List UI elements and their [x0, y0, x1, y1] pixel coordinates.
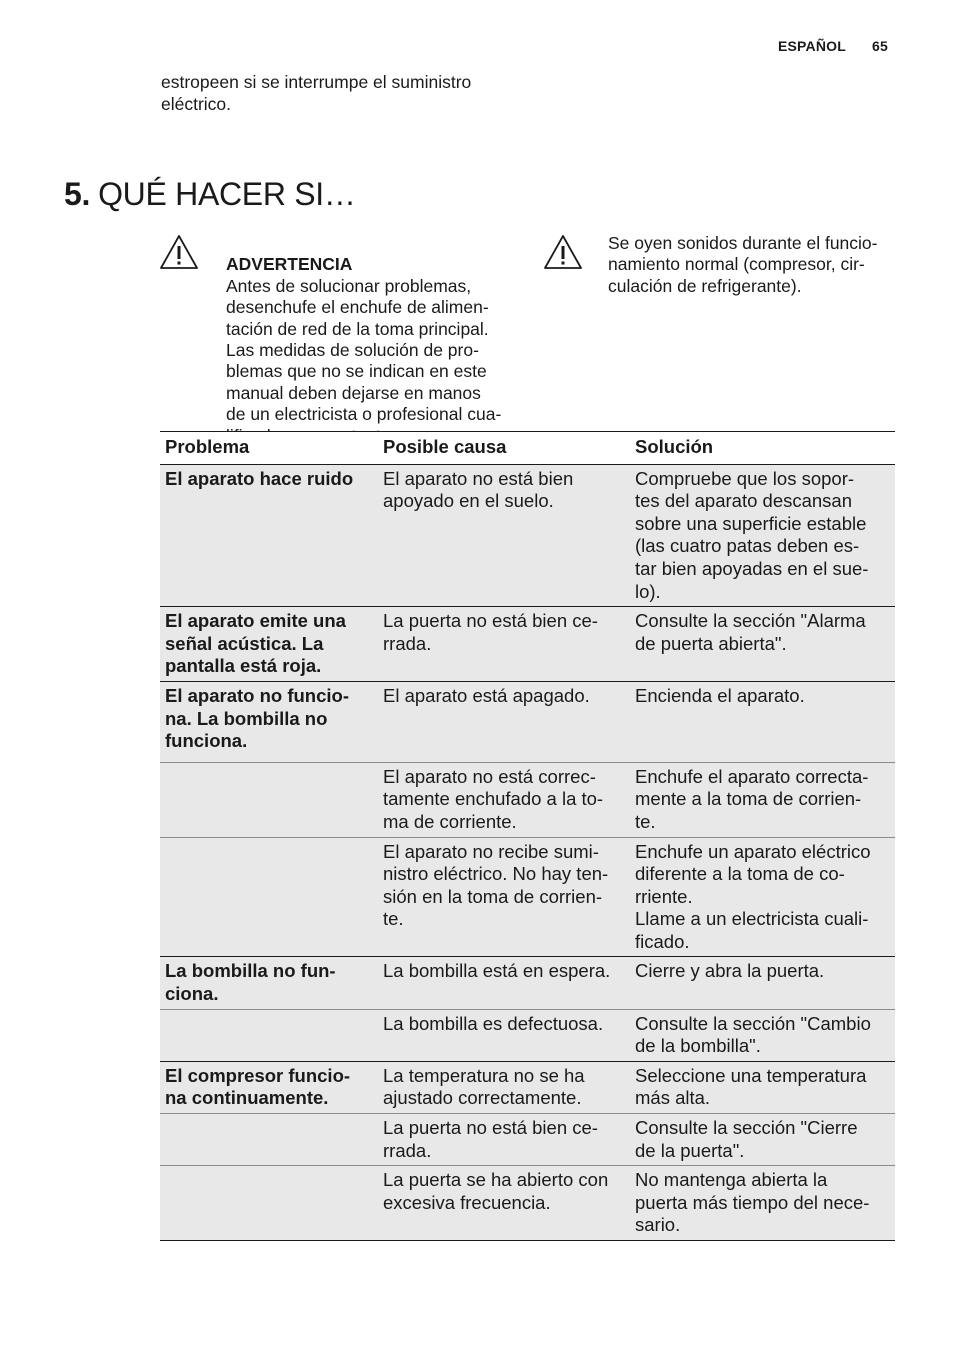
- solution-cell: Consulte la sección "Alarma de puerta abierta".: [630, 607, 895, 682]
- table-row: [160, 762, 895, 837]
- table-row: [160, 957, 895, 1009]
- table-row: [160, 1061, 895, 1113]
- chapter-number: 5.: [64, 176, 91, 212]
- cause-cell: El aparato está apagado.: [378, 681, 630, 762]
- solution-cell: Consulte la sección "Cierre de la puerta".: [630, 1114, 895, 1166]
- cause-cell: El aparato no está correc- tamente enchufado a la to- ma de corriente.: [378, 762, 630, 837]
- header-problem: Problema: [160, 432, 378, 465]
- problem-cell: [160, 837, 378, 957]
- troubleshooting-table: [160, 431, 895, 1241]
- warning-heading: ADVERTENCIA: [226, 254, 353, 275]
- intro-text: estropeen si se interrumpe el suministro eléctrico.: [161, 72, 472, 114]
- solution-cell: No mantenga abierta la puerta más tiempo del nece- sario.: [630, 1166, 895, 1241]
- cause-cell: La temperatura no se ha ajustado correctamente.: [378, 1061, 630, 1113]
- solution-cell: Seleccione una temperatura más alta.: [630, 1061, 895, 1113]
- cause-cell: La puerta se ha abierto con excesiva frecuencia.: [378, 1166, 630, 1241]
- page-number: 65: [872, 38, 888, 54]
- chapter-title: [64, 173, 356, 215]
- cause-cell: El aparato no recibe sumi- nistro eléctrico. No hay ten- sión en la toma de corrien- te.: [378, 837, 630, 957]
- header-solution: Solución: [630, 432, 895, 465]
- solution-cell: Cierre y abra la puerta.: [630, 957, 895, 1009]
- table-row: [160, 1009, 895, 1061]
- cause-cell: El aparato no está bien apoyado en el suelo.: [378, 464, 630, 607]
- table-row: [160, 464, 895, 607]
- problem-cell: [160, 1166, 378, 1241]
- problem-cell: El aparato emite una señal acústica. La pantalla está roja.: [160, 607, 378, 682]
- warning-left: [226, 233, 526, 447]
- problem-cell: El compresor funcio- na continuamente.: [160, 1061, 378, 1113]
- header-cause: Posible causa: [378, 432, 630, 465]
- section-label: ESPAÑOL: [777, 38, 847, 54]
- table-row: [160, 837, 895, 957]
- problem-cell: El aparato no funcio- na. La bombilla no funciona.: [160, 681, 378, 762]
- problem-cell: [160, 1114, 378, 1166]
- cause-cell: La bombilla está en espera.: [378, 957, 630, 1009]
- chapter-title-text: QUÉ HACER SI…: [98, 176, 356, 212]
- solution-cell: Encienda el aparato.: [630, 681, 895, 762]
- warning-right-text: Se oyen sonidos durante el funcio- namiento normal (compresor, cir- culación de refrigerante).: [608, 233, 878, 296]
- table-row: [160, 1114, 895, 1166]
- table-header-row: [160, 432, 895, 465]
- table-row: [160, 1166, 895, 1241]
- page-header: [778, 38, 888, 54]
- solution-cell: Enchufe un aparato eléctrico diferente a la toma de co- rriente. Llame a un electricista cuali- ficado.: [630, 837, 895, 957]
- cause-cell: La puerta no está bien ce- rrada.: [378, 1114, 630, 1166]
- warning-left-text: Antes de solucionar problemas, desenchufe el enchufe de alimen- tación de red de la toma principal. Las medidas de solución de pro- blemas que no se indican en este manual deben dejarse en manos de un electricista o profesional cua-: [226, 275, 502, 425]
- table-row: [160, 607, 895, 682]
- problem-cell: El aparato hace ruido: [160, 464, 378, 607]
- solution-cell: Enchufe el aparato correcta- mente a la toma de corrien- te.: [630, 762, 895, 837]
- problem-cell: [160, 762, 378, 837]
- solution-cell: Consulte la sección "Cambio de la bombilla".: [630, 1009, 895, 1061]
- problem-cell: [160, 1009, 378, 1061]
- warning-triangle-icon: [159, 234, 199, 270]
- cause-cell: La bombilla es defectuosa.: [378, 1009, 630, 1061]
- table-row: [160, 681, 895, 762]
- warning-triangle-icon: [543, 234, 583, 270]
- problem-cell: La bombilla no fun- ciona.: [160, 957, 378, 1009]
- solution-cell: Compruebe que los sopor- tes del aparato descansan sobre una superficie estable (las cuatro patas deben es- tar bien apoyadas en el sue- lo).: [630, 464, 895, 607]
- cause-cell: La puerta no está bien ce- rrada.: [378, 607, 630, 682]
